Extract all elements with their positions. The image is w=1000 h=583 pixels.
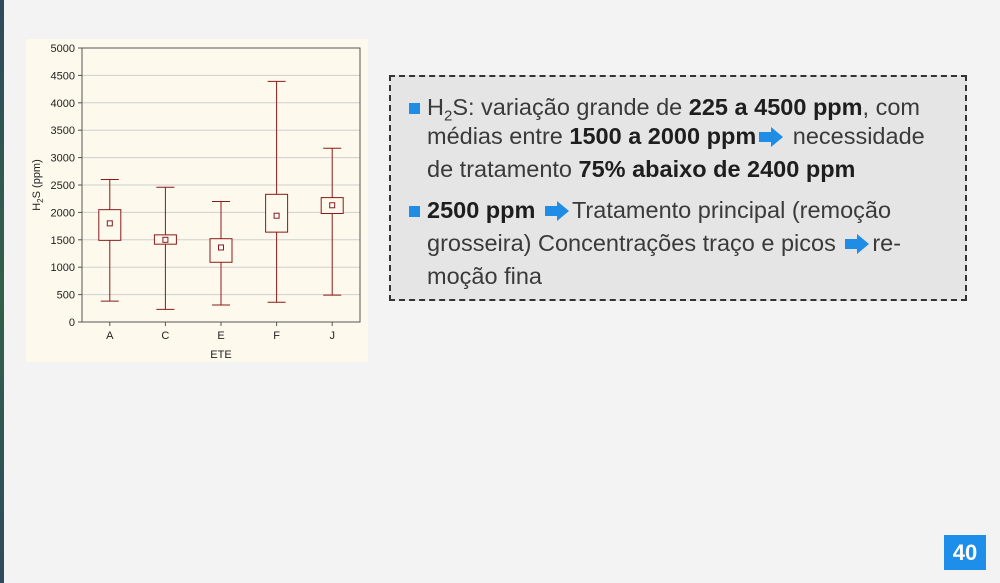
- y-tick-label: 3500: [50, 125, 75, 138]
- mean-marker-F: [274, 213, 279, 218]
- x-tick-labels: [106, 322, 335, 342]
- y-tick-label: 1500: [50, 234, 75, 247]
- y-tick-label: 500: [56, 289, 75, 302]
- y-tick-label: 4500: [50, 70, 75, 83]
- left-decor-strip: [0, 0, 4, 583]
- y-tick-label: 4000: [50, 97, 75, 110]
- x-axis-title: ETE: [210, 349, 232, 361]
- content-box: [389, 75, 967, 301]
- y-tick-label: 3000: [50, 152, 75, 165]
- right-arrow-icon: [544, 200, 570, 229]
- y-tick-label: 0: [68, 317, 75, 329]
- box-series: [99, 81, 343, 309]
- bullet-text: 2500 ppm Tratamento principal (remoção grosseira) Concentrações traço e picos re-moção fina: [427, 197, 902, 289]
- mean-marker-E: [219, 245, 224, 250]
- mean-marker-C: [163, 237, 168, 242]
- x-tick-label: E: [217, 330, 225, 342]
- y-tick-label: 2000: [50, 207, 75, 220]
- square-bullet-icon: [409, 103, 420, 114]
- mean-marker-J: [330, 203, 335, 208]
- box-E: [210, 239, 232, 263]
- bullet-text: $H_2S$: variação grande de 225 a 4500 ppm, com médias entre 1500 a 2000 ppm necessidade de tratamento 75% abaixo de 2400 ppm: [427, 94, 925, 182]
- x-tick-label: F: [273, 330, 280, 342]
- x-tick-label: C: [161, 330, 170, 342]
- bullet-2500-ppm: [409, 196, 947, 291]
- x-tick-label: A: [106, 330, 114, 342]
- y-axis-title: $H_2S$ (ppm): [31, 159, 45, 211]
- right-arrow-icon: [758, 126, 784, 155]
- x-tick-label: J: [329, 330, 335, 342]
- y-tick-labels: [51, 43, 82, 329]
- bullet-h2s-variation: [409, 93, 947, 184]
- y-tick-label: 2500: [50, 180, 75, 192]
- chart-svg: [26, 39, 368, 362]
- y-tick-label: 1000: [50, 262, 75, 275]
- square-bullet-icon: [409, 206, 420, 217]
- page-number-badge: 40: [944, 535, 986, 570]
- boxplot-chart: [26, 39, 368, 362]
- right-arrow-icon: [844, 233, 870, 262]
- mean-marker-A: [107, 221, 112, 226]
- y-tick-label: 5000: [50, 43, 75, 55]
